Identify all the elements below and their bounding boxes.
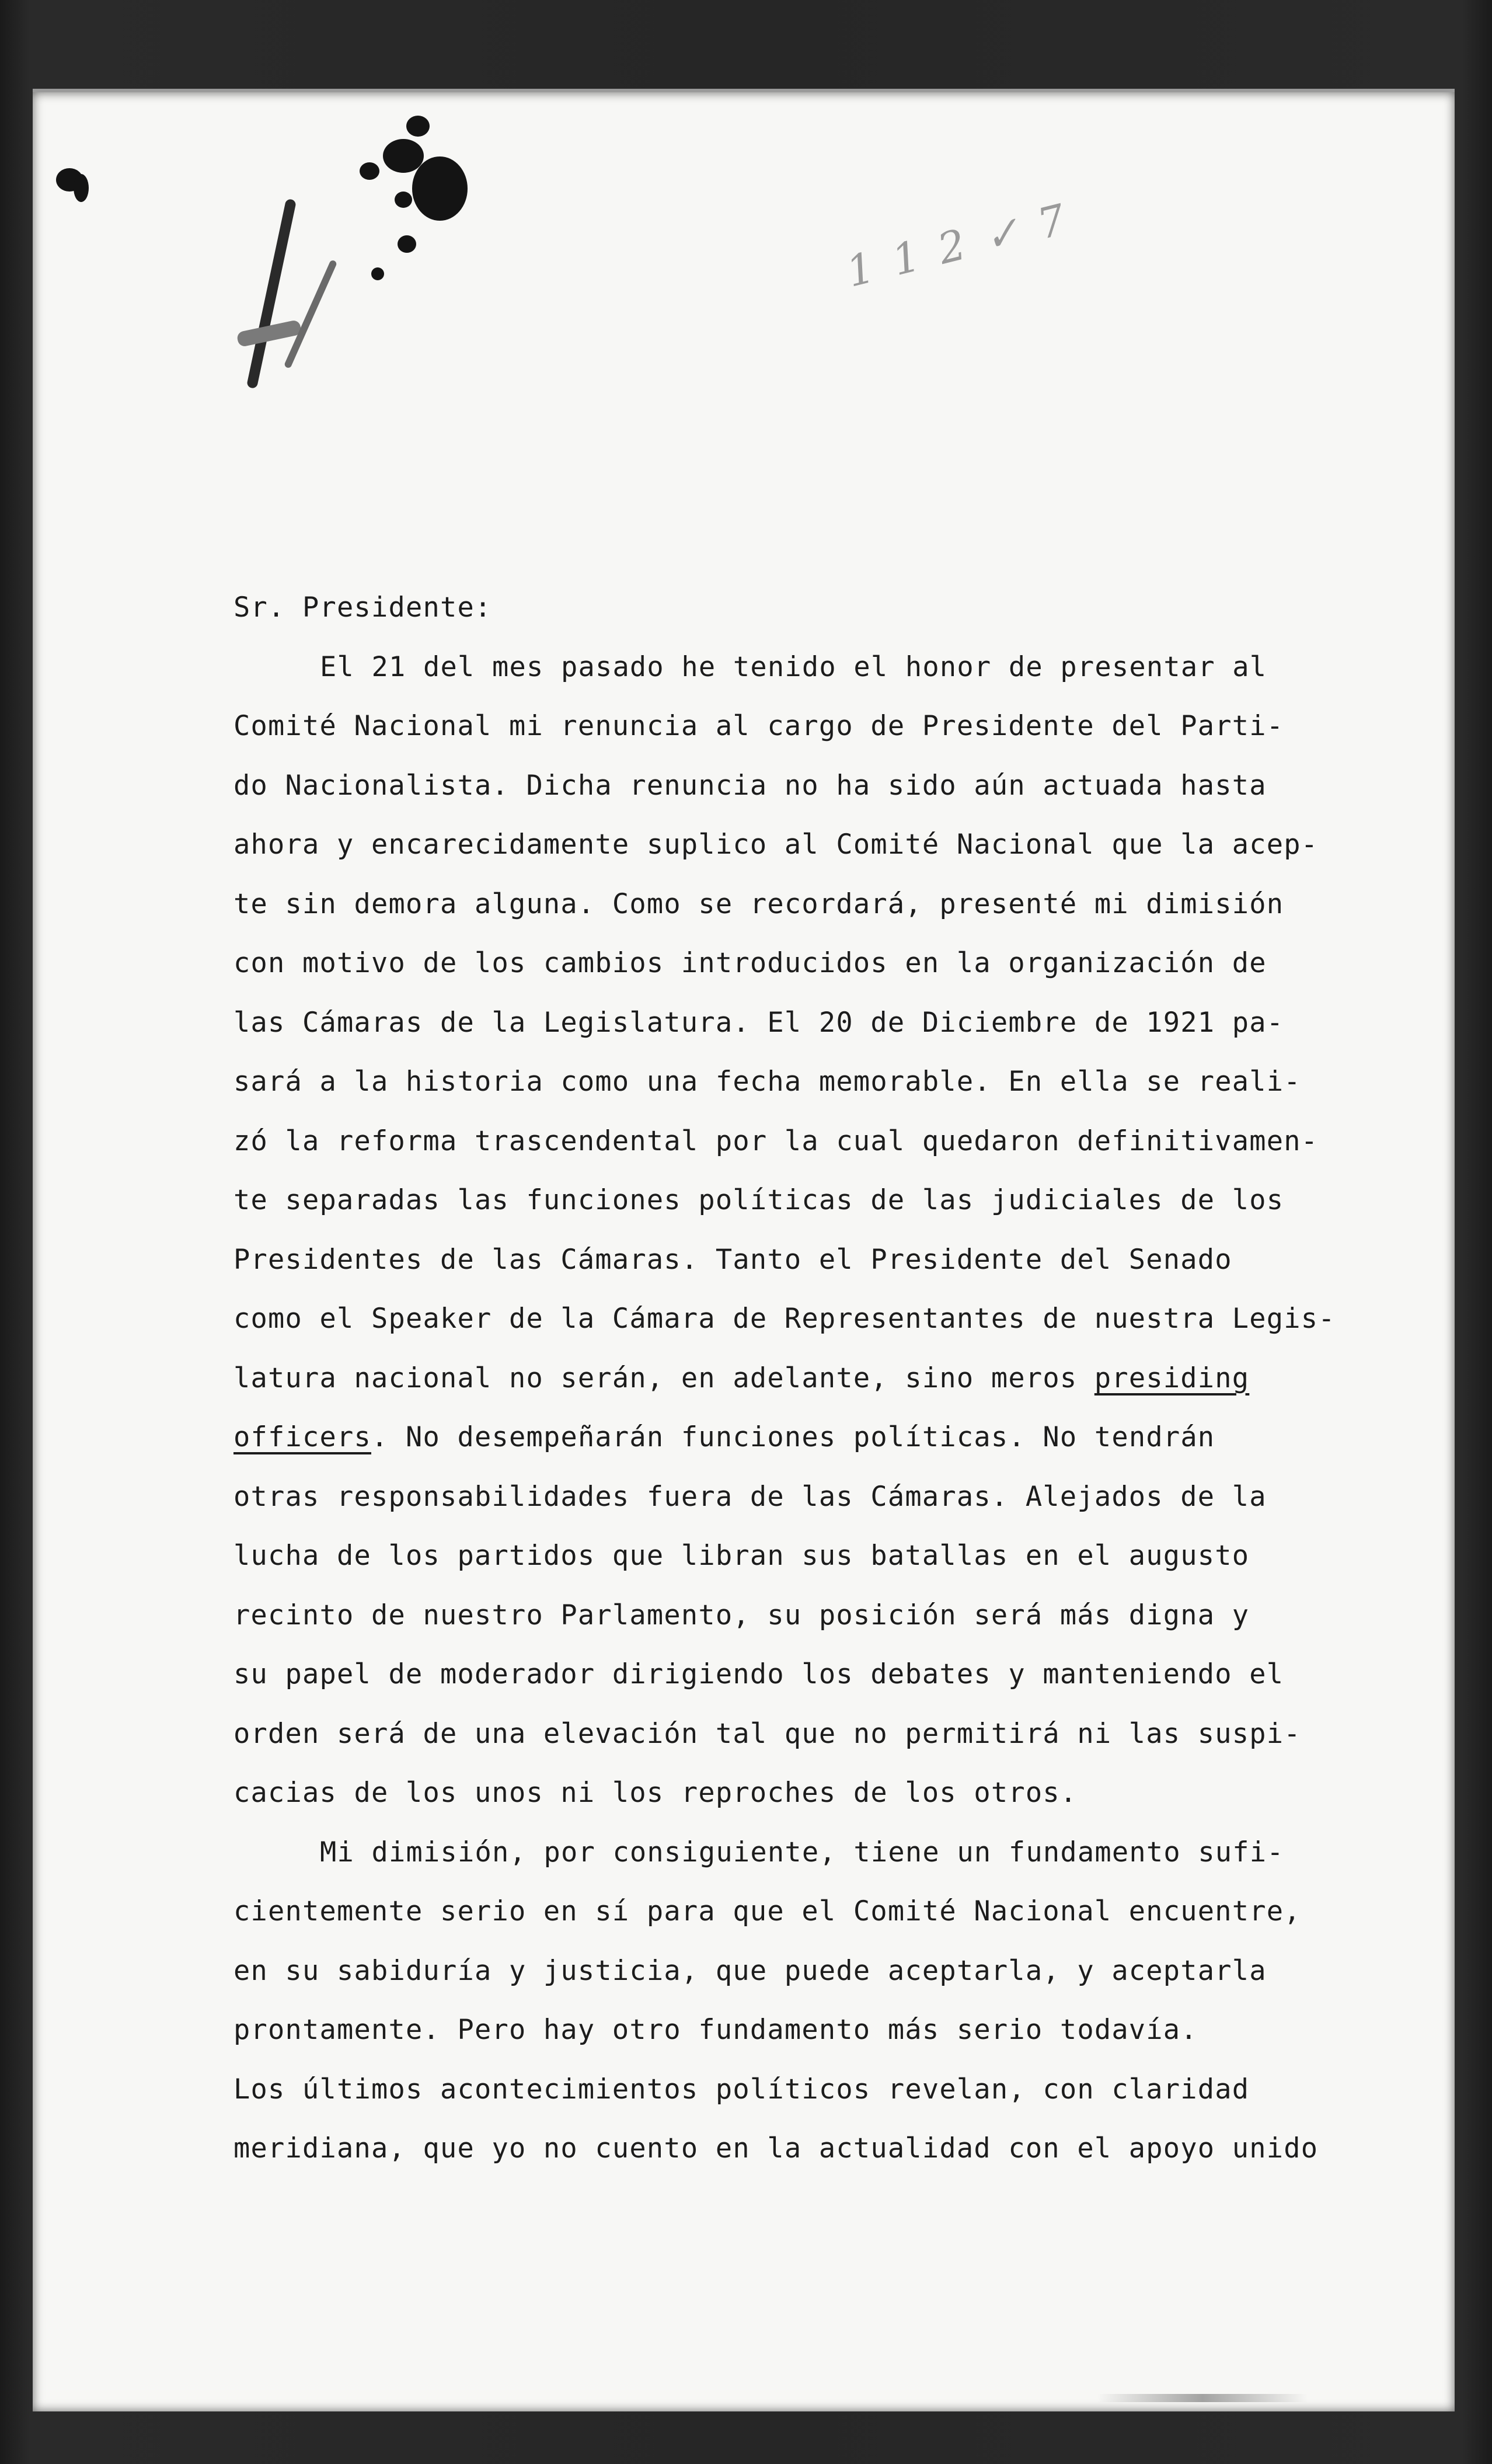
- text-line: orden será de una elevación tal que no permitirá ni las suspi-: [233, 1717, 1301, 1750]
- text-line: ahora y encarecidamente suplico al Comité Nacional que la acep-: [233, 829, 1319, 861]
- text-line: do Nacionalista. Dicha renuncia no ha sido aún actuada hasta: [233, 769, 1267, 802]
- text-line: como el Speaker de la Cámara de Representantes de nuestra Legis-: [233, 1303, 1336, 1335]
- text-line: sará a la historia como una fecha memorable. En ella se reali-: [233, 1066, 1301, 1098]
- text-line: lucha de los partidos que libran sus batallas en el augusto: [233, 1540, 1250, 1572]
- text-segment: latura nacional no serán, en adelante, sino meros: [233, 1362, 1094, 1394]
- text-line: [233, 1408, 1366, 1467]
- edge-smudge: [1097, 2394, 1308, 2402]
- underlined-term: officers: [233, 1421, 371, 1453]
- text-line: te separadas las funciones políticas de las judiciales de los: [233, 1184, 1284, 1216]
- text-line: zó la reforma trascendental por la cual quedaron definitivamen-: [233, 1125, 1319, 1157]
- text-line: Presidentes de las Cámaras. Tanto el Presidente del Senado: [233, 1243, 1232, 1276]
- text-line: en su sabiduría y justicia, que puede aceptarla, y aceptarla: [233, 1954, 1267, 1987]
- text-line: meridiana, que yo no cuento en la actualidad con el apoyo unido: [233, 2132, 1319, 2164]
- text-line: prontamente. Pero hay otro fundamento más serio todavía.: [233, 2014, 1198, 2046]
- text-line: recinto de nuestro Parlamento, su posición será más digna y: [233, 1599, 1250, 1631]
- text-line: te sin demora alguna. Como se recordará, presenté mi dimisión: [233, 888, 1284, 920]
- text-line: las Cámaras de la Legislatura. El 20 de Diciembre de 1921 pa-: [233, 1006, 1284, 1039]
- text-line: su papel de moderador dirigiendo los debates y manteniendo el: [233, 1658, 1284, 1690]
- underlined-term: presiding: [1094, 1362, 1250, 1394]
- text-line: [233, 1349, 1366, 1408]
- text-line: Mi dimisión, por consiguiente, tiene un fundamento sufi-: [320, 1836, 1284, 1868]
- paragraph-2: [233, 1823, 1366, 2178]
- text-line: cacias de los unos ni los reproches de los otros.: [233, 1777, 1078, 1809]
- paragraph-1: [233, 638, 1366, 1823]
- salutation: Sr. Presidente:: [233, 591, 492, 624]
- text-line: Comité Nacional mi renuncia al cargo de Presidente del Parti-: [233, 710, 1284, 742]
- pencil-annotation: 1 1 2 ✓ 7: [841, 194, 1074, 297]
- text-line: El 21 del mes pasado he tenido el honor de presentar al: [320, 650, 1267, 683]
- letter-body: [233, 578, 1366, 2178]
- text-line: cientemente serio en sí para que el Comité Nacional encuentre,: [233, 1895, 1301, 1927]
- text-line: Los últimos acontecimientos políticos revelan, con claridad: [233, 2073, 1250, 2105]
- text-segment: . No desempeñarán funciones políticas. No tendrán: [371, 1421, 1215, 1453]
- text-line: con motivo de los cambios introducidos en la organización de: [233, 947, 1267, 979]
- text-line: otras responsabilidades fuera de las Cámaras. Alejados de la: [233, 1480, 1267, 1513]
